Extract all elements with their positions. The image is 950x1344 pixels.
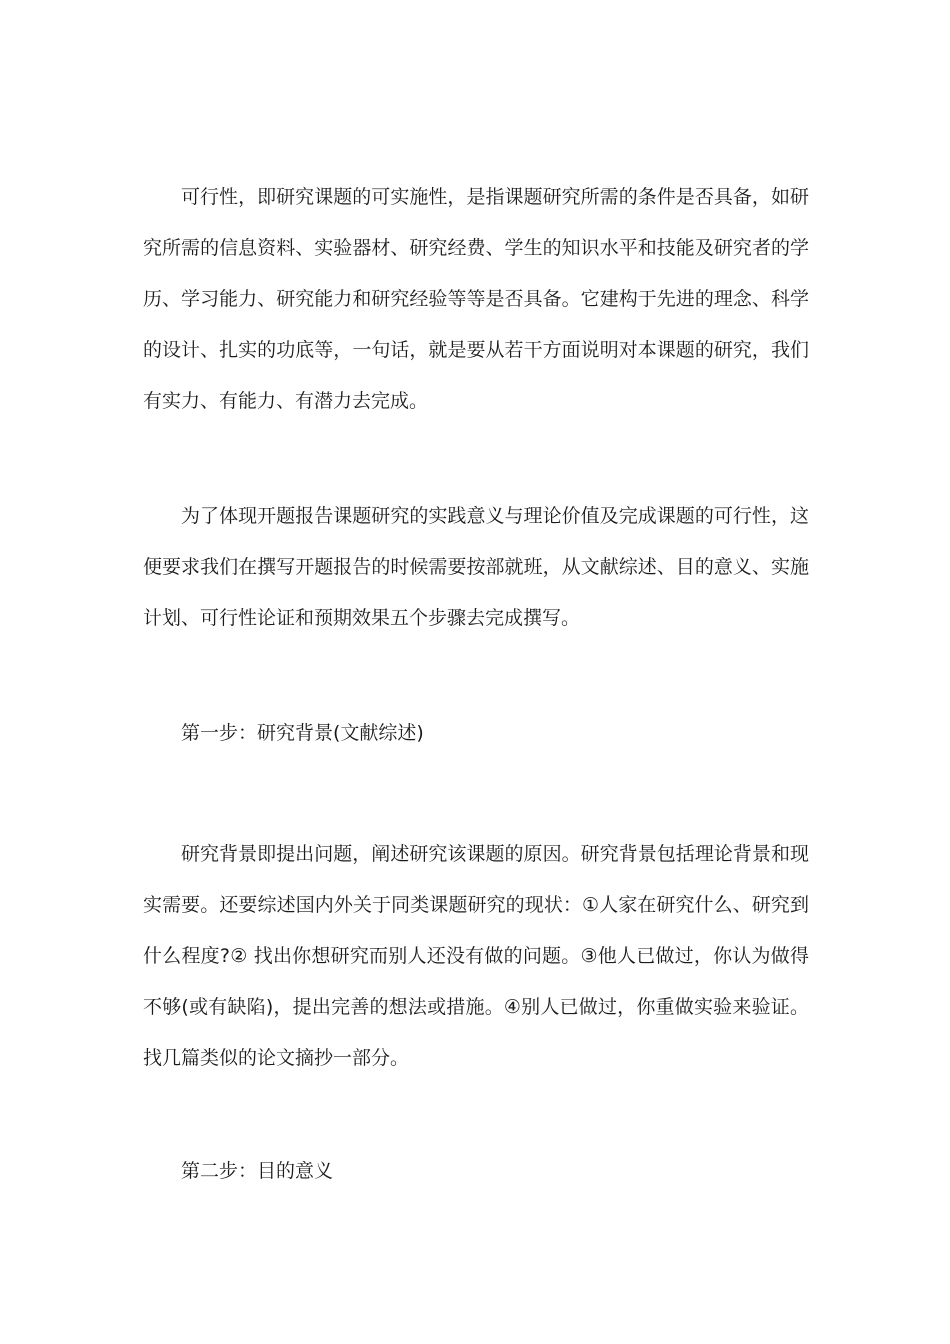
step-two-heading: 第二步：目的意义 [181, 1160, 334, 1182]
step-one-heading: 第一步：研究背景(文献综述) [181, 722, 424, 744]
steps-intro-paragraph: 为了体现开题报告课题研究的实践意义与理论价值及完成课题的可行性，这便要求我们在撰写开题报告的时候需要按部就班，从文献综述、目的意义、实施计划、可行性论证和预期效果五个步骤去完成撰写。 [143, 505, 809, 629]
research-background-paragraph: 研究背景即提出问题，阐述研究该课题的原因。研究背景包括理论背景和现实需要。还要综述国内外关于同类课题研究的现状：①人家在研究什么、研究到什么程度?② 找出你想研究而别人还没有做的问题。③他人已做过，你认为做得不够(或有缺陷)，提出完善的想法或措施。④别人已做过，你重做实验来验证。找几篇类似的论文摘抄一部分。 [143, 843, 809, 1069]
feasibility-paragraph: 可行性，即研究课题的可实施性，是指课题研究所需的条件是否具备，如研究所需的信息资料、实验器材、研究经费、学生的知识水平和技能及研究者的学历、学习能力、研究能力和研究经验等等是否具备。它建构于先进的理念、科学的设计、扎实的功底等，一句话，就是要从若干方面说明对本课题的研究，我们有实力、有能力、有潜力去完成。 [143, 186, 809, 412]
